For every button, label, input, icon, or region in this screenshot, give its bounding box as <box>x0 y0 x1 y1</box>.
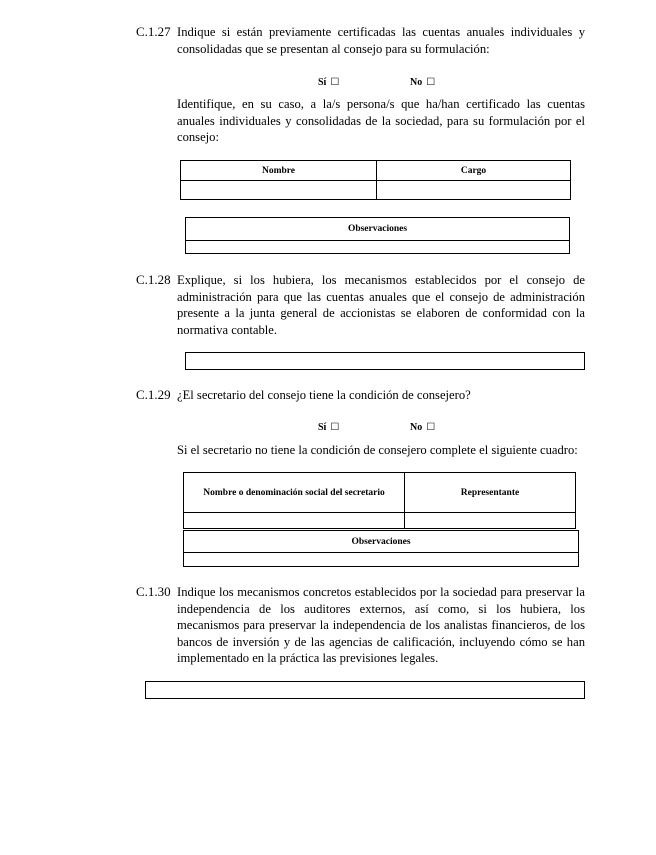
table-cell-nombre[interactable] <box>181 181 377 200</box>
table-header-secretary-name: Nombre o denominación social del secretario <box>184 473 405 513</box>
section-number-c129: C.1.29 <box>136 387 171 402</box>
option-yes-c129[interactable] <box>318 422 339 433</box>
checkbox-icon[interactable]: ☐ <box>426 422 436 433</box>
answer-box-c128[interactable] <box>185 352 585 370</box>
table-cell-cargo[interactable] <box>377 181 571 200</box>
table-cell-secretary-name[interactable] <box>184 513 405 529</box>
answer-box-c130[interactable] <box>145 681 585 699</box>
table-header-cargo: Cargo <box>377 161 571 181</box>
observations-box-c127 <box>185 217 570 254</box>
table-cell-representante[interactable] <box>405 513 576 529</box>
observations-box-c129 <box>183 530 579 567</box>
checkbox-icon[interactable]: ☐ <box>330 77 340 88</box>
identify-text-c127: Identifique, en su caso, a la/s persona/s que ha/han certificado las cuentas anuales individuales y consolidadas de la sociedad, para su formulación por el consejo: <box>177 97 585 144</box>
observations-field[interactable] <box>184 553 578 566</box>
checkbox-icon[interactable]: ☐ <box>426 77 436 88</box>
section-text-c130: Indique los mecanismos concretos establecidos por la sociedad para preservar la independencia de los auditores externos, así como, si los hubiera, los mecanismos para preservar la independencia de los analistas financieros, de los bancos de inversión y de las agencias de calificación, incluyendo cómo se han implementado en la práctica las previsiones legales. <box>177 585 585 665</box>
section-text-c128: Explique, si los hubiera, los mecanismos establecidos por el consejo de administración para que las cuentas anuales que el consejo de administración presente a la junta general de accionistas se elaboren de conformidad con la normativa contable. <box>177 273 585 337</box>
checkbox-icon[interactable]: ☐ <box>330 422 340 433</box>
option-no-c127[interactable] <box>410 77 435 88</box>
observations-label: Observaciones <box>184 531 578 553</box>
section-number-c128: C.1.28 <box>136 272 171 287</box>
table-header-nombre: Nombre <box>181 161 377 181</box>
secretary-text-c129: Si el secretario no tiene la condición de consejero complete el siguiente cuadro: <box>177 443 578 457</box>
section-number-c130: C.1.30 <box>136 584 171 599</box>
option-no-label: No <box>410 77 423 88</box>
secretary-table <box>183 472 576 529</box>
table-header-representante: Representante <box>405 473 576 513</box>
option-no-c129[interactable] <box>410 422 435 433</box>
section-number-c127: C.1.27 <box>136 24 171 39</box>
option-no-label: No <box>410 422 423 433</box>
observations-field[interactable] <box>186 241 569 253</box>
certifiers-table <box>180 160 571 200</box>
option-yes-label: Sí <box>318 422 327 433</box>
option-yes-c127[interactable] <box>318 77 339 88</box>
option-yes-label: Sí <box>318 77 327 88</box>
section-text-c127: Indique si están previamente certificadas las cuentas anuales individuales y consolidadas que se presentan al consejo para su formulación: <box>177 25 585 56</box>
observations-label: Observaciones <box>186 218 569 241</box>
section-text-c129: ¿El secretario del consejo tiene la condición de consejero? <box>177 388 471 402</box>
